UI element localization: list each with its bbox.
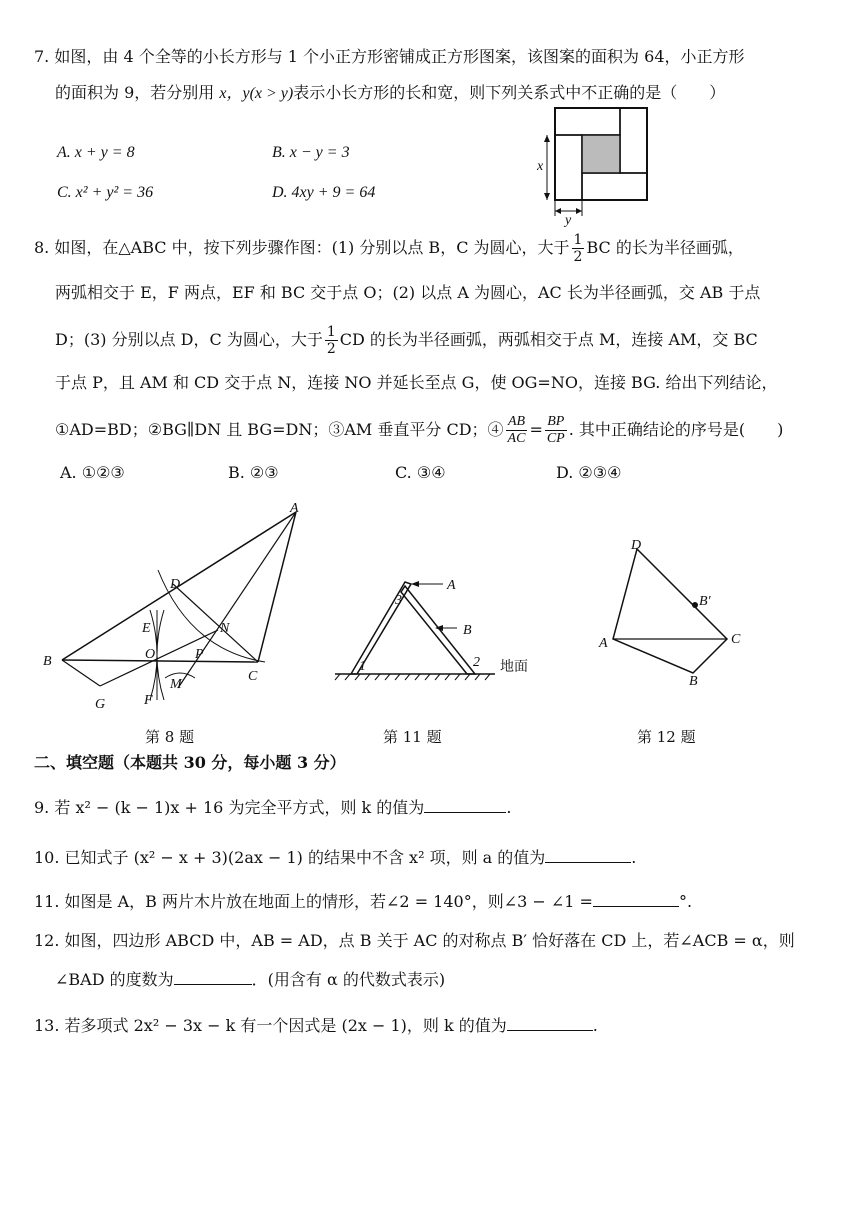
q8-line2: 两弧相交于 E，F 两点，EF 和 BC 交于点 O；(2) 以点 A 为圆心，AC 长为半径画弧，交 AB 于点 — [55, 283, 761, 302]
q8-option-b: B. ②③ — [228, 463, 279, 482]
svg-text:1: 1 — [359, 659, 366, 674]
q10-answer-blank[interactable] — [545, 846, 631, 863]
svg-text:2: 2 — [473, 655, 480, 670]
q11: 11. 如图是 A，B 两片木片放在地面上的情形，若∠2 = 140°，则∠3 − ∠1 = °. — [34, 892, 693, 911]
svg-text:O: O — [145, 647, 156, 662]
q8-line4: 于点 P，且 AM 和 CD 交于点 N，连接 NO 并延长至点 G，使 OG=NO，连接 BG. 给出下列结论， — [55, 373, 778, 392]
svg-text:3: 3 — [395, 593, 402, 608]
svg-text:E: E — [142, 621, 151, 636]
figure-8 — [40, 500, 310, 720]
q7-line1: 7. 如图，由 4 个全等的小长方形与 1 个小正方形密铺成正方形图案，该图案的面积为 64，小正方形 — [34, 47, 745, 66]
half-fraction: $\frac{1}{2}$ — [573, 232, 583, 265]
q13-answer-blank[interactable] — [507, 1014, 593, 1031]
figure-8-caption: 第 8 题 — [145, 728, 195, 746]
svg-text:B: B — [43, 654, 52, 669]
figure-12-caption: 第 12 题 — [637, 728, 696, 746]
svg-text:M: M — [170, 677, 182, 692]
q12-answer-blank[interactable] — [174, 968, 252, 985]
ground-label: 地面 — [500, 659, 528, 675]
svg-text:F: F — [144, 693, 153, 708]
q12-line1: 12. 如图，四边形 ABCD 中，AB = AD，点 B 关于 AC 的对称点 B′ 恰好落在 CD 上，若∠ACB = α，则 — [34, 931, 795, 950]
half-fraction: $\frac{1}{2}$ — [326, 324, 336, 357]
svg-text:A: A — [599, 636, 608, 651]
q8-option-a: A. ①②③ — [60, 463, 125, 482]
q8-line5: ①AD=BD；②BG∥DN 且 BG=DN；③AM 垂直平分 CD；④ $\frac{AB}{AC}$ = $\frac{BP}{CP}$ . 其中正确结论的序号是( ) — [55, 414, 784, 446]
svg-text:B: B — [689, 674, 698, 689]
q7-fig-label-y: y — [565, 213, 572, 228]
figure-12 — [595, 535, 755, 689]
svg-text:A: A — [447, 578, 456, 593]
q9: 9. 若 x² − (k − 1)x + 16 为完全平方式，则 k 的值为 . — [34, 798, 512, 817]
svg-text:P: P — [195, 647, 204, 662]
q8-option-d: D. ②③④ — [556, 463, 622, 482]
svg-text:A: A — [290, 501, 299, 516]
q7-option-b: B. x − y = 3 — [272, 144, 350, 161]
q8-line1: 8. 如图，在△ABC 中，按下列步骤作图：(1) 分别以点 B，C 为圆心，大于 $\frac{1}{2}$ BC 的长为半径画弧， — [34, 232, 744, 265]
figure-11-caption: 第 11 题 — [383, 728, 442, 746]
q8-line3: D；(3) 分别以点 D，C 为圆心，大于 $\frac{1}{2}$ CD 的长为半径画弧，两弧相交于点 M，连接 AM，交 BC — [55, 324, 758, 357]
svg-text:G: G — [95, 697, 106, 712]
q8-option-c: C. ③④ — [395, 463, 446, 482]
q10: 10. 已知式子 (x² − x + 3)(2ax − 1) 的结果中不含 x² 项，则 a 的值为 . — [34, 848, 637, 867]
section-2-title: 二、填空题（本题共 30 分，每小题 3 分） — [34, 753, 346, 772]
q7-option-d: D. 4xy + 9 = 64 — [272, 184, 376, 201]
q11-answer-blank[interactable] — [593, 890, 679, 907]
svg-text:C: C — [731, 632, 741, 647]
q7-figure — [535, 108, 655, 228]
svg-text:N: N — [220, 621, 230, 636]
q13: 13. 若多项式 2x² − 3x − k 有一个因式是 (2x − 1)，则 k 的值为 . — [34, 1016, 598, 1035]
svg-text:D: D — [170, 577, 181, 592]
q12-line2: ∠BAD 的度数为 ．(用含有 α 的代数式表示) — [55, 970, 446, 989]
svg-text:B: B — [463, 623, 472, 638]
q7-option-c: C. x² + y² = 36 — [57, 184, 154, 201]
q7-option-a: A. x + y = 8 — [57, 144, 135, 161]
q7-line2: 的面积为 9，若分别用 x，y(x > y)表示小长方形的长和宽，则下列关系式中不正确的是（ ） — [55, 83, 726, 102]
q9-answer-blank[interactable] — [424, 796, 506, 813]
q7-fig-label-x: x — [537, 159, 544, 174]
svg-text:C: C — [248, 669, 258, 684]
svg-text:D: D — [631, 538, 642, 553]
svg-text:B′: B′ — [699, 594, 711, 609]
